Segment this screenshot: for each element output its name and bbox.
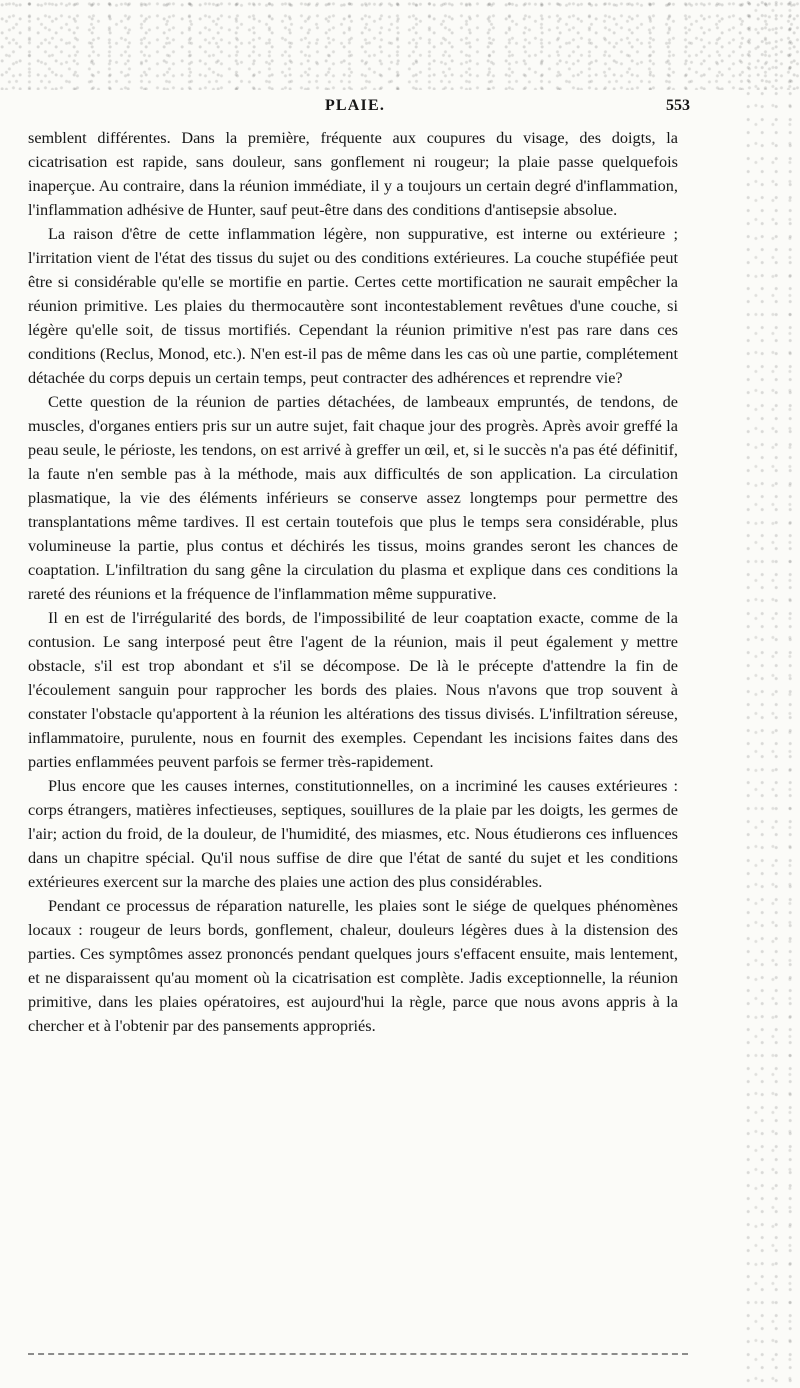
page-header [20,94,690,118]
page-number: 553 [666,97,690,114]
scan-noise-right [744,0,800,1388]
paragraph-5: Plus encore que les causes internes, constitutionnelles, on a incriminé les causes extérieures : corps étrangers, matières infectieuses, septiques, souillures de la plaie par les doigts, les germes de l'air; action du froid, de la douleur, de l'humidité, des miasmes, etc. Nous étudierons ces influences dans un chapitre spécial. Qu'il nous suffise de dire que l'état de santé du sujet et les conditions extérieures exercent sur la marche des plaies une action des plus considérables. [28,777,678,891]
bottom-rule [28,1353,688,1355]
paragraph-4: Il en est de l'irrégularité des bords, de l'impossibilité de leur coaptation exacte, comme de la contusion. Le sang interposé peut être l'agent de la réunion, mais il peut également y mettre obstacle, s'il est trop abondant et s'il se décompose. De là le précepte d'attendre la fin de l'écoulement sanguin pour rapprocher les bords des plaies. Nous n'avons que trop souvent à constater l'obstacle qu'apportent à la réunion les altérations des tissus divisés. L'infiltration séreuse, inflammatoire, purulente, nous en fournit des exemples. Cependant les incisions faites dans des parties enflammées peuvent parfois se fermer très-rapidement. [28,609,678,771]
paragraph-2: La raison d'être de cette inflammation légère, non suppurative, est interne ou extérieure ; l'irritation vient de l'état des tissus du sujet ou des conditions extérieures. La couche stupéfiée peut être si considérable qu'elle se mortifie en partie. Certes cette mortification ne saurait empêcher la réunion primitive. Les plaies du thermocautère sont incontestablement revêtues d'une couche, si légère qu'elle soit, de tissus mortifiés. Cependant la réunion primitive n'est pas rare dans ces conditions (Reclus, Monod, etc.). N'en est-il pas de même dans les cas où une partie, complétement détachée du corps depuis un certain temps, peut contracter des adhérences et reprendre vie? [28,225,678,387]
paragraph-3: Cette question de la réunion de parties détachées, de lambeaux empruntés, de tendons, de muscles, d'organes entiers pris sur un autre sujet, fait chaque jour des progrès. Après avoir greffé la peau seule, le périoste, les tendons, on est arrivé à greffer un œil, et, si le succès n'a pas été définitif, la faute n'en semble pas à la méthode, mais aux difficultés de son application. La circulation plasmatique, la vie des éléments inférieurs se conserve assez longtemps pour permettre des transplantations même tardives. Il est certain toutefois que plus le temps sera considérable, plus volumineuse la partie, plus contus et déchirés les tissus, moins grandes seront les chances de coaptation. L'infiltration du sang gêne la circulation du plasma et explique dans ces conditions la rareté des réunions et la fréquence de l'inflammation même suppurative. [28,393,678,603]
scan-noise-top [0,0,800,90]
document-body [28,126,678,1038]
paragraph-1: semblent différentes. Dans la première, fréquente aux coupures du visage, des doigts, la cicatrisation est rapide, sans douleur, sans gonflement ni rougeur; la plaie passe quelquefois inaperçue. Au contraire, dans la réunion immédiate, il y a toujours un certain degré d'inflammation, l'inflammation adhésive de Hunter, sauf peut-être dans des conditions d'antisepsie absolue. [28,129,678,219]
running-head: PLAIE. [324,97,386,114]
paragraph-6: Pendant ce processus de réparation naturelle, les plaies sont le siége de quelques phénomènes locaux : rougeur de leurs bords, gonflement, chaleur, douleurs légères dues à la distension des parties. Ces symptômes assez prononcés pendant quelques jours s'effacent ensuite, mais lentement, et ne disparaissent qu'au moment où la cicatrisation est complète. Jadis exceptionnelle, la réunion primitive, dans les plaies opératoires, est aujourd'hui la règle, parce que nous avons appris à la chercher et à l'obtenir par des pansements appropriés. [28,897,678,1035]
